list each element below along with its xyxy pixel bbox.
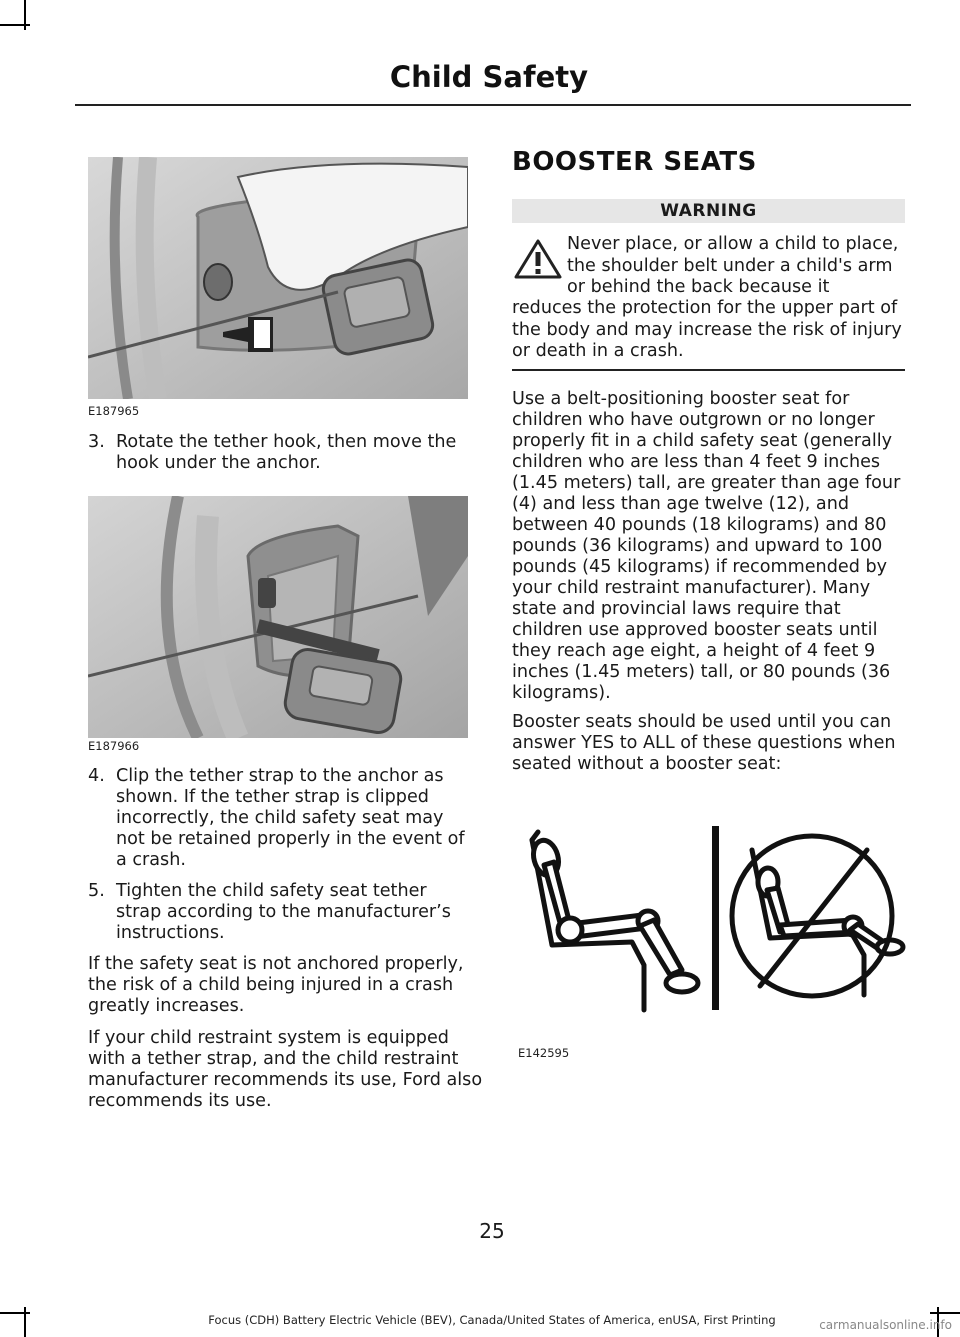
step-number: 4. (88, 766, 105, 786)
warning-divider (512, 369, 905, 371)
tether-hook-illustration (88, 157, 468, 399)
paragraph: If your child restraint system is equipped with a tether strap, and the child restraint manufacturer recommends its use, Ford also recommends its use. (88, 1028, 483, 1111)
step-number: 5. (88, 881, 105, 901)
paragraph: Booster seats should be used until you can answer YES to ALL of these questions when seated without a booster seat: (512, 712, 896, 774)
figure-code: E187966 (88, 739, 140, 753)
step-number: 3. (88, 432, 105, 452)
watermark: carmanualsonline.info (819, 1318, 952, 1332)
warning-triangle-icon (514, 238, 562, 280)
step-text: Clip the tether strap to the anchor as shown. If the tether strap is clipped incorrectly, the child safety seat may not be retained properly in the event of a crash. (116, 766, 465, 870)
anchor-figure (88, 496, 468, 738)
paragraph: If the safety seat is not anchored properly, the risk of a child being injured in a crash greatly increases. (88, 954, 464, 1016)
crop-mark (0, 24, 30, 26)
booster-seat-illustration (512, 820, 906, 1030)
warning-label: WARNING (512, 199, 905, 223)
step-text: Tighten the child safety seat tether strap according to the manufacturer’s instructions. (116, 881, 451, 943)
anchor-illustration (88, 496, 468, 738)
figure-code: E142595 (518, 1046, 570, 1060)
step-text: Rotate the tether hook, then move the hook under the anchor. (116, 432, 457, 473)
page-number: 25 (479, 1219, 505, 1243)
paragraph: Use a belt-positioning booster seat for children who have outgrown or no longer properly fit in a child safety seat (generally children who are less than 4 feet 9 inches (1.45 meters) tall, are greater than age four (4) and less than age twelve (12), and between 40 pounds (18 kilograms) and 80 pounds (36 kilograms) and upward to 100 pounds (45 kilograms) if recommended by your child restraint manufacturer). Many state and provincial laws require that children use approved booster seats until they reach age eight, a height of 4 feet 9 inches (1.45 meters) tall, or 80 pounds (36 kilograms). (512, 389, 901, 703)
warning-text-continued: reduces the protection for the upper part of the body and may increase the risk of injury or death in a crash. (512, 298, 902, 361)
page-title: Child Safety (389, 60, 588, 94)
publication-footer: Focus (CDH) Battery Electric Vehicle (BEV), Canada/United States of America, enUSA, First Printing (208, 1313, 776, 1327)
step-4 (88, 766, 488, 876)
tether-hook-figure (88, 157, 468, 399)
step-5 (88, 881, 488, 947)
warning-text: Never place, or allow a child to place, the shoulder belt under a child's arm or behind the back because it (567, 234, 899, 297)
booster-seat-figure (512, 820, 906, 1030)
section-title: BOOSTER SEATS (512, 147, 757, 177)
figure-code: E187965 (88, 404, 140, 418)
header-divider (75, 104, 911, 106)
step-3 (88, 432, 488, 476)
